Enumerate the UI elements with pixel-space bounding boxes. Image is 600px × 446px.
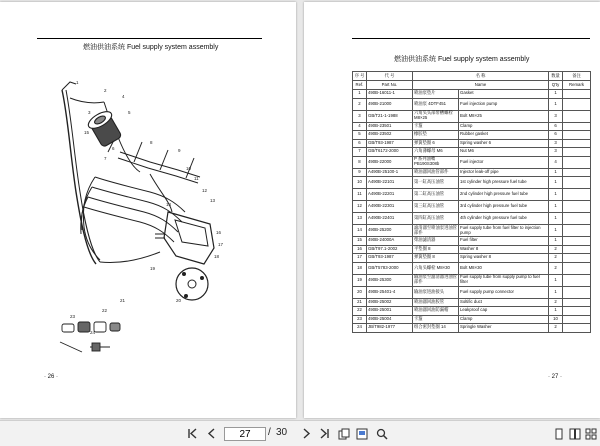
- cell-no: 8: [353, 156, 367, 168]
- cell-qty: 1: [549, 168, 563, 177]
- total-pages: 30: [276, 427, 288, 438]
- cell-qty: 3: [549, 110, 563, 122]
- cell-name-cn: 喷油泵 4DTF451: [413, 98, 459, 110]
- cell-remark: [563, 237, 591, 246]
- callout-label: 14: [166, 202, 172, 207]
- cell-part-no: GB/T6172-2000: [367, 148, 413, 157]
- cell-no: 22: [353, 307, 367, 316]
- header-no: 序 号: [353, 72, 367, 81]
- cell-no: 18: [353, 262, 367, 274]
- callout-label: 17: [218, 242, 224, 247]
- fuel-system-diagram: [0, 2, 296, 418]
- grid-view-icon[interactable]: [584, 427, 597, 440]
- cell-no: 17: [353, 254, 367, 263]
- header-name: 名 称: [413, 72, 549, 81]
- cell-name-cn: 橡胶垫: [413, 131, 459, 140]
- cell-qty: 4: [549, 156, 563, 168]
- cell-name-en: Spring washer 6: [459, 139, 549, 148]
- cell-no: 16: [353, 245, 367, 254]
- cell-part-no: A490B-22101: [367, 177, 413, 189]
- cell-name-cn: 喷油器回油胶管: [413, 298, 459, 307]
- table-row: [353, 156, 591, 168]
- page-number: · 26 ·: [44, 374, 59, 380]
- cell-remark: [563, 307, 591, 316]
- cell-qty: 6: [549, 122, 563, 131]
- cell-no: 21: [353, 298, 367, 307]
- header-remark: 备注: [563, 72, 591, 81]
- cell-qty: 2: [549, 298, 563, 307]
- table-row: [353, 131, 591, 140]
- cell-no: 3: [353, 110, 367, 122]
- page-title: 燃油供油系统 Fuel supply system assembly: [83, 44, 219, 51]
- cell-remark: [563, 254, 591, 263]
- parts-table: [352, 71, 591, 333]
- cell-part-no: 490B-25401-4: [367, 286, 413, 298]
- cell-remark: [563, 274, 591, 286]
- cell-name-en: Spring washer 8: [459, 254, 549, 263]
- cell-qty: 3: [549, 148, 563, 157]
- cell-name-cn: P 系列油嘴 PB190S308b: [413, 156, 459, 168]
- cell-remark: [563, 262, 591, 274]
- callout-label: 21: [120, 298, 126, 303]
- callout-label: 11: [194, 176, 199, 181]
- cell-remark: [563, 148, 591, 157]
- header-qty-en: Q'ty: [549, 81, 563, 90]
- cell-part-no: 490B-24000A: [367, 237, 413, 246]
- cell-qty: 2: [549, 254, 563, 263]
- cell-remark: [563, 298, 591, 307]
- cell-remark: [563, 156, 591, 168]
- cell-name-cn: 六角薄螺母 M6: [413, 148, 459, 157]
- table-row: [353, 122, 591, 131]
- cell-name-en: Fuel filter: [459, 237, 549, 246]
- cell-part-no: GB/T93-1987: [367, 139, 413, 148]
- page-number: · 27 ·: [548, 374, 563, 380]
- callout-label: 3: [88, 110, 91, 115]
- cell-name-cn: 喷油器回油管部件: [413, 168, 459, 177]
- cell-part-no: A490B-22401: [367, 213, 413, 225]
- table-row: [353, 254, 591, 263]
- copy-page-icon[interactable]: [337, 427, 350, 440]
- callout-label: 9: [178, 148, 181, 153]
- last-page-icon[interactable]: [318, 427, 331, 440]
- cell-remark: [563, 177, 591, 189]
- table-row: [353, 189, 591, 201]
- table-row: [353, 274, 591, 286]
- cell-remark: [563, 225, 591, 237]
- cell-qty: 2: [549, 324, 563, 333]
- cell-name-en: Fuel injector: [459, 156, 549, 168]
- cell-name-en: Springle Washer: [459, 324, 549, 333]
- cell-part-no: 490B-23502: [367, 131, 413, 140]
- cell-remark: [563, 201, 591, 213]
- cell-no: 15: [353, 237, 367, 246]
- cell-part-no: 490B-23501: [367, 122, 413, 131]
- table-row: [353, 315, 591, 324]
- cell-qty: 1: [549, 274, 563, 286]
- table-row: [353, 225, 591, 237]
- cell-part-no: GB/T93-1987: [367, 254, 413, 263]
- cell-qty: 1: [549, 237, 563, 246]
- cell-name-cn: 卡箍: [413, 315, 459, 324]
- cell-remark: [563, 110, 591, 122]
- export-page-icon[interactable]: [355, 427, 368, 440]
- callout-label: 20: [176, 298, 182, 303]
- cell-part-no: 490B-21000: [367, 98, 413, 110]
- cell-name-en: Leakproof cap: [459, 307, 549, 316]
- cell-name-cn: 输油泵至滤清器进油管部件: [414, 274, 457, 284]
- cell-name-en: Clamp: [459, 315, 549, 324]
- callout-label: 10: [186, 166, 192, 171]
- cell-remark: [563, 213, 591, 225]
- cell-name-cn: 平垫圈 8: [413, 245, 459, 254]
- cell-no: 20: [353, 286, 367, 298]
- callout-label: 19: [150, 266, 156, 271]
- cell-name-cn: 第一缸高压油管: [413, 177, 459, 189]
- cell-qty: 2: [549, 245, 563, 254]
- cell-name-cn: 弹簧垫圈 8: [413, 254, 459, 263]
- cell-qty: 1: [549, 189, 563, 201]
- cell-qty: 1: [549, 90, 563, 99]
- cell-qty: 1: [549, 213, 563, 225]
- callout-label: 2: [104, 88, 107, 93]
- callout-label: 5: [128, 110, 131, 115]
- header-no-en: Ref.: [353, 81, 367, 90]
- cell-name-en: Fuel supply tube from supply pump to fuel filter: [459, 274, 549, 286]
- cell-remark: [563, 131, 591, 140]
- cell-no: 23: [353, 315, 367, 324]
- cell-name-en: Injector leak-off pipe: [459, 168, 549, 177]
- cell-no: 6: [353, 139, 367, 148]
- header-qty: 数量: [549, 72, 563, 81]
- single-page-view-icon[interactable]: [552, 427, 565, 440]
- table-row: [353, 324, 591, 333]
- callout-label: 15: [84, 130, 90, 135]
- cell-name-en: Nut M6: [459, 148, 549, 157]
- cell-remark: [563, 168, 591, 177]
- callout-label: 24: [90, 330, 96, 335]
- cell-no: 2: [353, 98, 367, 110]
- cell-name-en: Clamp: [459, 122, 549, 131]
- table-row: [353, 286, 591, 298]
- cell-qty: 10: [549, 315, 563, 324]
- page-number-input[interactable]: [224, 427, 266, 441]
- cell-name-en: Washer 8: [459, 245, 549, 254]
- cell-name-cn: 滤清器至喷油泵进油管部件: [414, 224, 457, 235]
- cell-qty: 1: [549, 225, 563, 237]
- cell-part-no: 490B-16011-1: [367, 90, 413, 99]
- callout-label: 6: [112, 146, 115, 151]
- cell-part-no: GB/T21-1-1988: [367, 110, 413, 122]
- cell-name-en: Gasket: [459, 90, 549, 99]
- table-row: [353, 201, 591, 213]
- callout-label: 13: [210, 198, 216, 203]
- cell-no: 10: [353, 177, 367, 189]
- cell-name-en: 4th cylinder high pressure fuel tube: [459, 213, 549, 225]
- cell-name-cn: 卡箍: [413, 122, 459, 131]
- cell-remark: [563, 324, 591, 333]
- cell-name-en: Rubber gasket: [459, 131, 549, 140]
- table-row: [353, 262, 591, 274]
- cell-name-en: Fuel supply pump connector: [459, 286, 549, 298]
- cell-part-no: GB/T5783-2000: [367, 262, 413, 274]
- cell-part-no: A490B-25100-1: [367, 168, 413, 177]
- cell-no: 9: [353, 168, 367, 177]
- cell-part-no: 490B-25004: [367, 315, 413, 324]
- header-name-en: Name: [413, 81, 549, 90]
- table-row: [353, 213, 591, 225]
- cell-no: 14: [353, 225, 367, 237]
- cell-qty: 6: [549, 131, 563, 140]
- table-row: [353, 177, 591, 189]
- callout-label: 16: [216, 230, 222, 235]
- cell-part-no: 490B-22000: [367, 156, 413, 168]
- callout-label: 4: [122, 94, 125, 99]
- callout-label: 18: [214, 254, 220, 259]
- cell-no: 19: [353, 274, 367, 286]
- cell-no: 24: [353, 324, 367, 333]
- cell-part-no: JB/T982-1977: [367, 324, 413, 333]
- search-icon[interactable]: [375, 427, 388, 440]
- cell-name-en: Fuel injection pump: [459, 98, 549, 110]
- table-row: [353, 148, 591, 157]
- cell-no: 13: [353, 213, 367, 225]
- cell-name-cn: 喷油器回油防漏帽: [413, 307, 459, 316]
- cell-name-en: 3rd cylinder high pressure fuel tube: [459, 201, 549, 213]
- callout-label: 7: [104, 156, 107, 161]
- cell-part-no: A490B-22301: [367, 201, 413, 213]
- cell-name-en: Bolt M8×25: [459, 110, 549, 122]
- cell-no: 12: [353, 201, 367, 213]
- two-page-view-icon[interactable]: [568, 427, 581, 440]
- callout-label: 12: [202, 188, 208, 193]
- cell-name-en: Fuel supply tube from fuel filter to injection pump: [459, 225, 549, 237]
- cell-part-no: GB/T97.1-2002: [367, 245, 413, 254]
- header-remark-en: Remark: [563, 81, 591, 90]
- cell-remark: [563, 189, 591, 201]
- cell-part-no: A490B-22201: [367, 189, 413, 201]
- cell-name-cn: 六角头头部带槽螺栓 M8×25: [413, 110, 459, 122]
- cell-part-no: 490B-25001: [367, 307, 413, 316]
- table-row: [353, 98, 591, 110]
- table-row: [353, 90, 591, 99]
- viewer-toolbar: [0, 420, 600, 446]
- left-page: [0, 2, 296, 418]
- cell-name-en: Soltific duct: [459, 298, 549, 307]
- table-row: [353, 307, 591, 316]
- cell-name-cn: 喷油泵垫片: [413, 90, 459, 99]
- table-row: [353, 110, 591, 122]
- callout-label: 22: [102, 308, 108, 313]
- cell-name-cn: 第四缸高压油管: [413, 213, 459, 225]
- cell-name-en: 2nd cylinder high pressure fuel tube: [459, 189, 549, 201]
- cell-remark: [563, 315, 591, 324]
- cell-qty: 1: [549, 177, 563, 189]
- cell-part-no: 490B-25200: [367, 225, 413, 237]
- table-header-en: [353, 81, 591, 90]
- cell-qty: 3: [549, 139, 563, 148]
- header-rule: [352, 38, 590, 39]
- cell-name-cn: 柴油滤清器: [413, 237, 459, 246]
- callout-label: 1: [76, 80, 79, 85]
- cell-remark: [563, 98, 591, 110]
- table-row: [353, 168, 591, 177]
- cell-qty: 1: [549, 286, 563, 298]
- next-page-icon[interactable]: [300, 427, 313, 440]
- cell-name-en: 1st cylinder high pressure fuel tube: [459, 177, 549, 189]
- cell-part-no: 490B-25300: [367, 274, 413, 286]
- cell-name-cn: 弹簧垫圈 6: [413, 139, 459, 148]
- cell-name-cn: 第三缸高压油管: [413, 201, 459, 213]
- page-title: 燃油供油系统 Fuel supply system assembly: [394, 56, 530, 63]
- header-code: 代 号: [367, 72, 413, 81]
- cell-name-cn: 输油泵进油接头: [413, 286, 459, 298]
- cell-remark: [563, 139, 591, 148]
- cell-qty: 1: [549, 98, 563, 110]
- header-code-en: Part No.: [367, 81, 413, 90]
- cell-name-cn: 六角头螺栓 M8×30: [413, 262, 459, 274]
- cell-part-no: 490B-25002: [367, 298, 413, 307]
- cell-name-en: Bolt M8×30: [459, 262, 549, 274]
- cell-no: 11: [353, 189, 367, 201]
- cell-no: 4: [353, 122, 367, 131]
- cell-remark: [563, 122, 591, 131]
- cell-name-cn: 组合密封垫圈 14: [413, 324, 459, 333]
- cell-remark: [563, 90, 591, 99]
- callout-label: 23: [70, 314, 76, 319]
- cell-no: 7: [353, 148, 367, 157]
- table-row: [353, 298, 591, 307]
- page-separator: /: [268, 427, 271, 438]
- cell-qty: 2: [549, 262, 563, 274]
- first-page-icon[interactable]: [186, 427, 199, 440]
- cell-qty: 1: [549, 201, 563, 213]
- table-row: [353, 245, 591, 254]
- cell-qty: 1: [549, 307, 563, 316]
- cell-no: 1: [353, 90, 367, 99]
- right-page: [304, 2, 600, 418]
- table-row: [353, 139, 591, 148]
- cell-no: 5: [353, 131, 367, 140]
- cell-remark: [563, 245, 591, 254]
- cell-remark: [563, 286, 591, 298]
- prev-page-icon[interactable]: [205, 427, 218, 440]
- callout-label: 8: [150, 140, 153, 145]
- cell-name-cn: 第二缸高压油管: [413, 189, 459, 201]
- table-header-cn: [353, 72, 591, 81]
- table-row: [353, 237, 591, 246]
